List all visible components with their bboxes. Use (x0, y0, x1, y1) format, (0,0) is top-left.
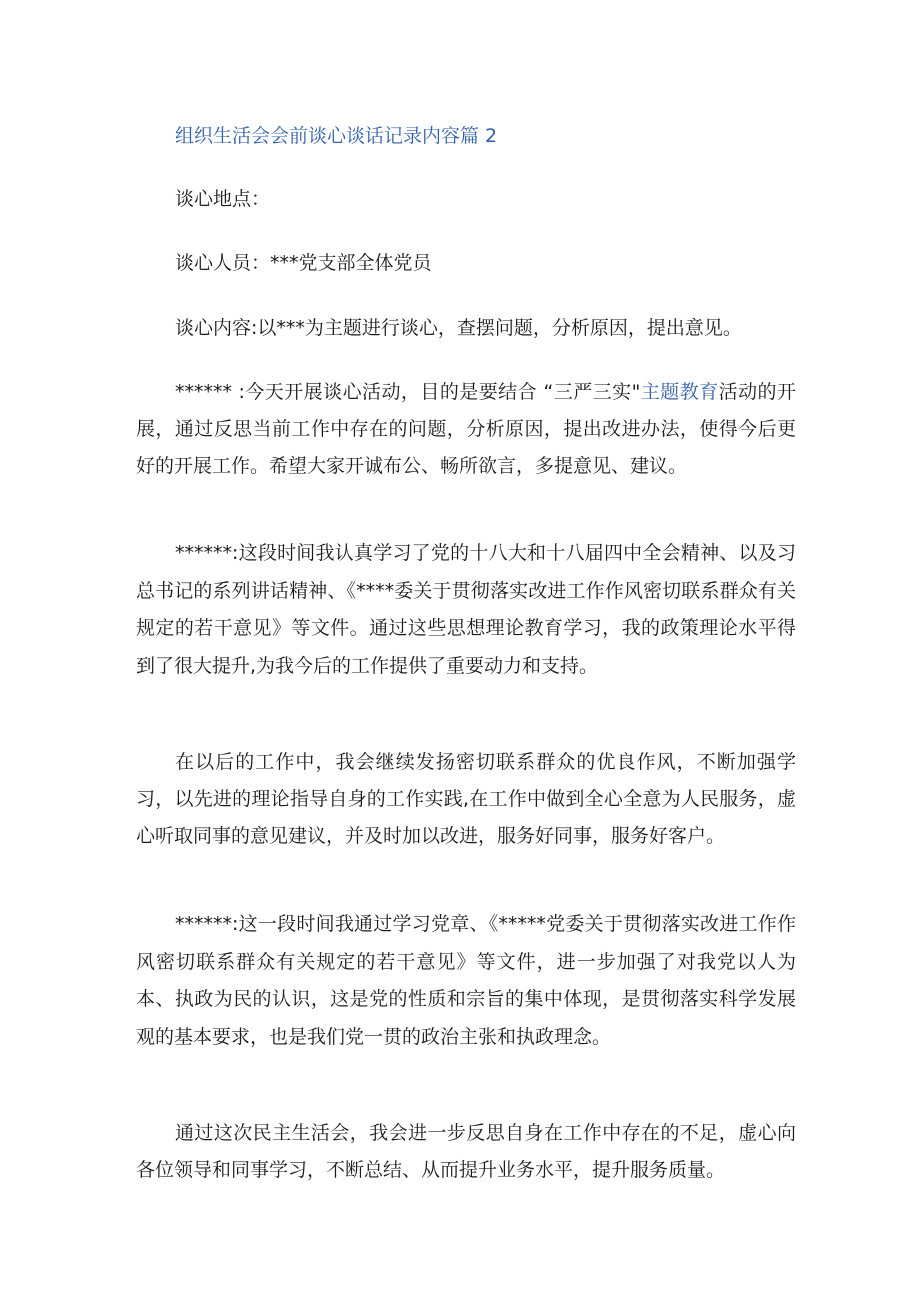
paragraph-opening-rest: 活动的开展，通过反思当前工作中存在的问题，分析原因，提出改进办法，使得今后更好的开展工作。希望大家开诚布公、畅所欲言，多提意见、建议。 (136, 381, 796, 477)
paragraph-reflection: 通过这次民主生活会，我会进一步反思自身在工作中存在的不足，虚心向各位领导和同事学习，不断总结、从而提升业务水平，提升服务质量。 (136, 1122, 796, 1181)
talk-location: 谈心地点： (175, 188, 271, 210)
paragraph-future-work: 在以后的工作中，我会继续发扬密切联系群众的优良作风，不断加强学习，以先进的理论指导自身的工作实践,在工作中做到全心全意为人民服务，虚心听取同事的意见建议，并及时加以改进，服务好同事，服务好客户。 (136, 751, 796, 847)
paragraph-study: ******:这段时间我认真学习了党的十八大和十八届四中全会精神、以及习总书记的系列讲话精神、《****委关于贯彻落实改进工作作风密切联系群众有关规定的若干意见》等文件。通过这些思想理论教育学习，我的政策理论水平得到了很大提升,为我今后的工作提供了重要动力和支持。 (136, 542, 796, 677)
talk-content: 谈心内容:以***为主题进行谈心，查摆问题，分析原因，提出意见。 (175, 317, 742, 339)
theme-education-link[interactable]: 主题教育 (640, 381, 719, 403)
paragraph-party-charter: ******:这一段时间我通过学习党章、《*****党委关于贯彻落实改进工作作风密切联系群众有关规定的若干意见》等文件，进一步加强了对我党以人为本、执政为民的认识，这是党的性质和宗旨的集中体现，是贯彻落实科学发展观的基本要求，也是我们党一贯的政治主张和执政理念。 (136, 913, 796, 1048)
paragraph-opening (136, 374, 796, 485)
talk-people: 谈心人员：***党支部全体党员 (175, 252, 432, 274)
paragraph-opening-start: ****** :今天开展谈心活动，目的是要结合 “三严三实" (175, 381, 641, 403)
document-title: 组织生活会会前谈心谈话记录内容篇 2 (175, 125, 498, 147)
